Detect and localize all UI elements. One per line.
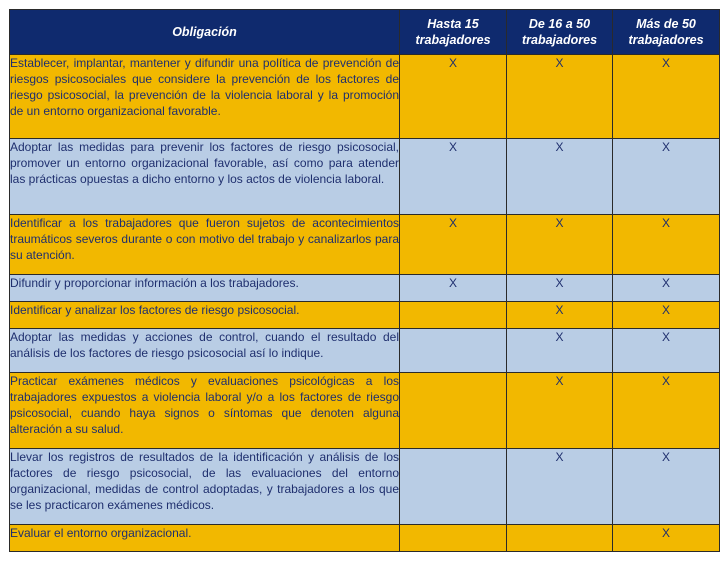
mark-16-to-50: X	[507, 449, 613, 525]
mark-up-to-15: X	[400, 55, 507, 139]
obligation-text: Difundir y proporcionar información a los trabajadores.	[10, 275, 400, 302]
mark-more-than-50: X	[613, 302, 720, 329]
header-up-to-15-line1: Hasta 15	[427, 17, 479, 31]
obligation-text: Adoptar las medidas para prevenir los factores de riesgo psicosocial, promover un entorno organizacional favorable, así como para atender las prácticas opuestas a dicho entorno y los actos de violencia laboral.	[10, 139, 400, 215]
header-up-to-15-line2: trabajadores	[415, 33, 491, 47]
table-row	[10, 275, 720, 302]
mark-up-to-15	[400, 449, 507, 525]
table-row	[10, 215, 720, 275]
mark-more-than-50: X	[613, 215, 720, 275]
mark-16-to-50: X	[507, 215, 613, 275]
mark-16-to-50: X	[507, 329, 613, 373]
mark-more-than-50: X	[613, 373, 720, 449]
obligation-text: Identificar a los trabajadores que fueron sujetos de acontecimientos traumáticos severos durante o con motivo del trabajo y canalizarlos para su atención.	[10, 215, 400, 275]
obligation-text: Evaluar el entorno organizacional.	[10, 525, 400, 552]
mark-up-to-15: X	[400, 215, 507, 275]
mark-up-to-15	[400, 373, 507, 449]
header-16-to-50	[507, 10, 613, 55]
table-row	[10, 55, 720, 139]
mark-16-to-50	[507, 525, 613, 552]
mark-more-than-50: X	[613, 275, 720, 302]
header-obligation	[10, 10, 400, 55]
mark-more-than-50: X	[613, 55, 720, 139]
mark-16-to-50: X	[507, 302, 613, 329]
mark-more-than-50: X	[613, 525, 720, 552]
table-row	[10, 525, 720, 552]
table-row	[10, 302, 720, 329]
header-16-to-50-line1: De 16 a 50	[528, 17, 591, 31]
mark-16-to-50: X	[507, 275, 613, 302]
obligation-text: Identificar y analizar los factores de riesgo psicosocial.	[10, 302, 400, 329]
mark-more-than-50: X	[613, 449, 720, 525]
mark-more-than-50: X	[613, 139, 720, 215]
obligation-text: Llevar los registros de resultados de la identificación y análisis de los factores de riesgo psicosocial, de las evaluaciones del entorno organizacional, medidas de control adoptadas, y trabajadores a los que se les practicaron exámenes médicos.	[10, 449, 400, 525]
mark-up-to-15: X	[400, 275, 507, 302]
obligation-text: Adoptar las medidas y acciones de control, cuando el resultado del análisis de los factores de riesgo psicosocial así lo indique.	[10, 329, 400, 373]
mark-16-to-50: X	[507, 139, 613, 215]
mark-up-to-15	[400, 525, 507, 552]
table-header-row	[10, 10, 720, 55]
table-row	[10, 329, 720, 373]
header-obligation-label: Obligación	[172, 25, 237, 39]
table-row	[10, 373, 720, 449]
mark-up-to-15: X	[400, 139, 507, 215]
obligation-text: Practicar exámenes médicos y evaluaciones psicológicas a los trabajadores expuestos a violencia laboral y/o a los factores de riesgo psicosocial, cuando haya signos o síntomas que denoten alguna alteración a su salud.	[10, 373, 400, 449]
header-more-than-50-line2: trabajadores	[628, 33, 704, 47]
header-more-than-50	[613, 10, 720, 55]
table-row	[10, 449, 720, 525]
obligations-table	[9, 9, 720, 552]
mark-more-than-50: X	[613, 329, 720, 373]
table-row	[10, 139, 720, 215]
obligation-text: Establecer, implantar, mantener y difundir una política de prevención de riesgos psicosociales que considere la prevención de los factores de riesgo psicosocial, la prevención de la violencia laboral y la promoción de un entorno organizacional favorable.	[10, 55, 400, 139]
mark-up-to-15	[400, 329, 507, 373]
header-16-to-50-line2: trabajadores	[521, 33, 598, 47]
mark-16-to-50: X	[507, 55, 613, 139]
obligations-table-container	[9, 9, 720, 552]
mark-16-to-50: X	[507, 373, 613, 449]
mark-up-to-15	[400, 302, 507, 329]
header-up-to-15	[400, 10, 507, 55]
header-more-than-50-line1: Más de 50	[636, 17, 696, 31]
